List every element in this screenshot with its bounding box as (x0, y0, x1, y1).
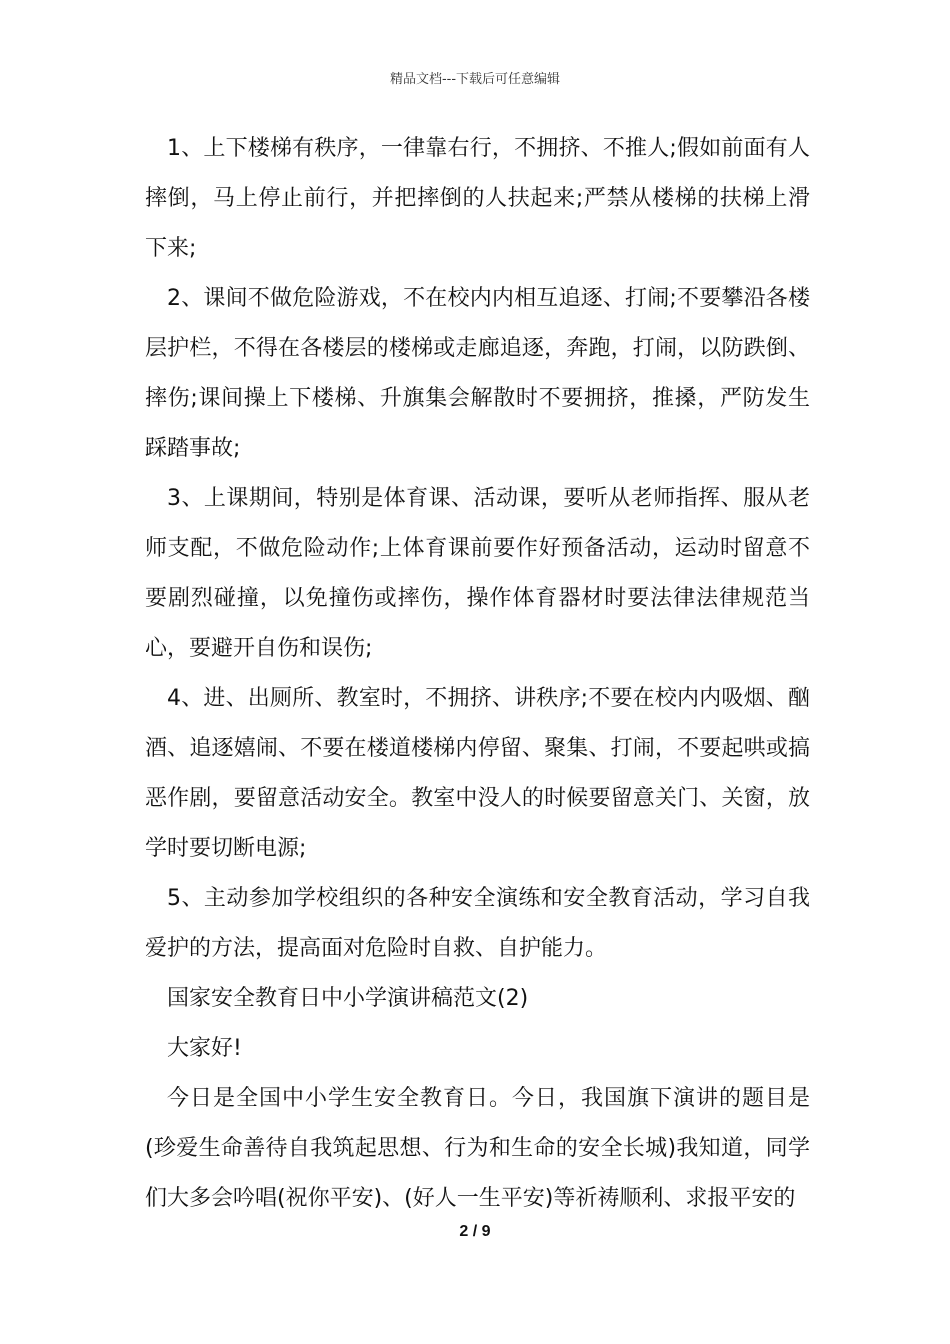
paragraph-3: 3、上课期间，特别是体育课、活动课，要听从老师指挥、服从老师支配，不做危险动作;上体育课前要作好预备活动，运动时留意不要剧烈碰撞，以免撞伤或摔伤，操作体育器材时要法律法律规范当心，要避开自伤和误伤; (145, 486, 810, 661)
paragraph-4: 4、进、出厕所、教室时，不拥挤、讲秩序;不要在校内内吸烟、酗酒、追逐嬉闹、不要在楼道楼梯内停留、聚集、打闹，不要起哄或搞恶作剧，要留意活动安全。教室中没人的时候要留意关门、关窗，放学时要切断电源; (145, 686, 810, 861)
section-title: 国家安全教育日中小学演讲稿范文(2) (167, 986, 529, 1011)
page-number: 2 / 9 (459, 1223, 491, 1240)
page-header: 精品文档---下载后可任意编辑 (389, 72, 561, 87)
greeting: 大家好! (167, 1036, 242, 1061)
paragraph-speech: 今日是全国中小学生安全教育日。今日，我国旗下演讲的题目是(珍爱生命善待自我筑起思想、行为和生命的安全长城)我知道，同学们大多会吟唱(祝你平安)、(好人一生平安)等祈祷顺利、求报平安的 (145, 1086, 810, 1211)
document-body (145, 124, 810, 1224)
paragraph-2: 2、课间不做危险游戏，不在校内内相互追逐、打闹;不要攀沿各楼层护栏，不得在各楼层的楼梯或走廊追逐，奔跑，打闹，以防跌倒、摔伤;课间操上下楼梯、升旗集会解散时不要拥挤，推搡，严防发生踩踏事故; (145, 286, 810, 461)
paragraph-5: 5、主动参加学校组织的各种安全演练和安全教育活动，学习自我爱护的方法，提高面对危险时自救、自护能力。 (145, 886, 810, 961)
paragraph-1: 1、上下楼梯有秩序，一律靠右行，不拥挤、不推人;假如前面有人摔倒，马上停止前行，并把摔倒的人扶起来;严禁从楼梯的扶梯上滑下来; (145, 136, 810, 261)
